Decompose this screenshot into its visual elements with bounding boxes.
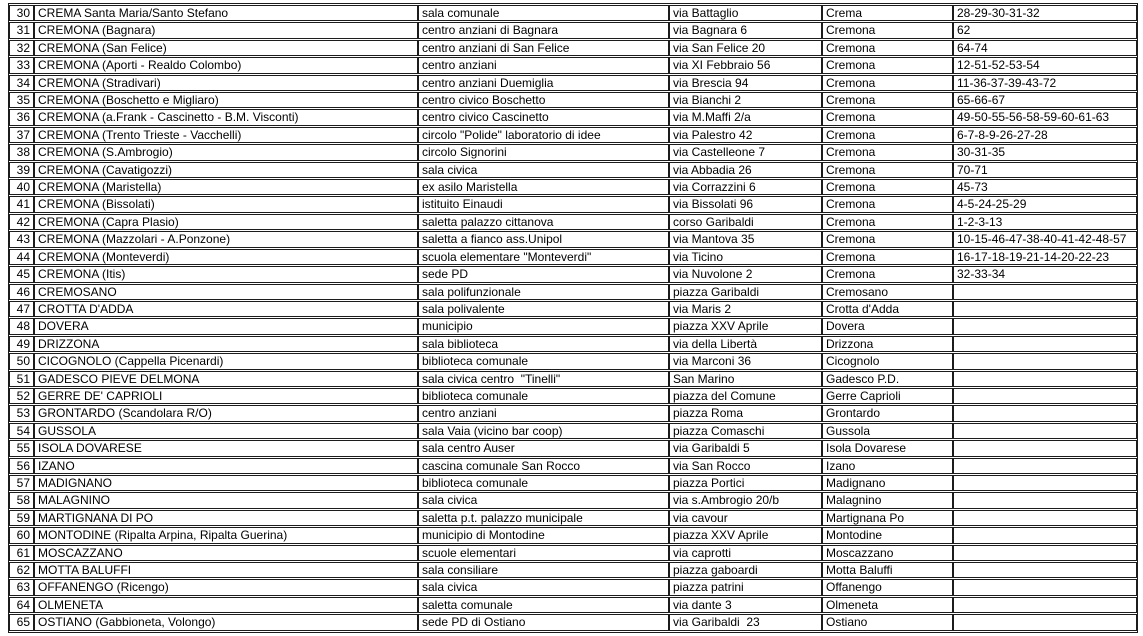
cell-city: Motta Baluffi bbox=[822, 562, 953, 578]
cell-address: via Garibaldi 5 bbox=[669, 440, 822, 456]
cell-venue: centro anziani di Bagnara bbox=[418, 22, 669, 38]
cell-venue: circolo Signorini bbox=[418, 144, 669, 160]
table-row bbox=[9, 40, 1137, 56]
cell-venue: sala biblioteca bbox=[418, 336, 669, 352]
cell-section-numbers: 28-29-30-31-32 bbox=[953, 5, 1137, 21]
table-row bbox=[9, 196, 1137, 212]
table-row bbox=[9, 5, 1137, 21]
table-row bbox=[9, 266, 1137, 282]
cell-row-number: 59 bbox=[9, 510, 34, 526]
cell-section-numbers bbox=[953, 458, 1137, 474]
cell-section-numbers bbox=[953, 336, 1137, 352]
cell-location-name: CREMA Santa Maria/Santo Stefano bbox=[34, 5, 418, 21]
table-row bbox=[9, 579, 1137, 595]
cell-row-number: 36 bbox=[9, 109, 34, 125]
cell-location-name: CREMONA (San Felice) bbox=[34, 40, 418, 56]
cell-section-numbers bbox=[953, 353, 1137, 369]
cell-section-numbers: 45-73 bbox=[953, 179, 1137, 195]
cell-row-number: 30 bbox=[9, 5, 34, 21]
cell-location-name: CREMONA (Mazzolari - A.Ponzone) bbox=[34, 231, 418, 247]
cell-address: via della Libertà bbox=[669, 336, 822, 352]
cell-section-numbers bbox=[953, 527, 1137, 543]
cell-section-numbers bbox=[953, 284, 1137, 300]
cell-address: via s.Ambrogio 20/b bbox=[669, 492, 822, 508]
cell-venue: sala consiliare bbox=[418, 562, 669, 578]
cell-row-number: 60 bbox=[9, 527, 34, 543]
cell-venue: municipio di Montodine bbox=[418, 527, 669, 543]
cell-address: via Mantova 35 bbox=[669, 231, 822, 247]
cell-section-numbers bbox=[953, 318, 1137, 334]
cell-city: Cremona bbox=[822, 75, 953, 91]
cell-location-name: CREMONA (Stradivari) bbox=[34, 75, 418, 91]
cell-row-number: 43 bbox=[9, 231, 34, 247]
cell-venue: sede PD di Ostiano bbox=[418, 614, 669, 630]
cell-location-name: CREMONA (Trento Trieste - Vacchelli) bbox=[34, 127, 418, 143]
cell-address: via Brescia 94 bbox=[669, 75, 822, 91]
cell-address: via Maris 2 bbox=[669, 301, 822, 317]
cell-section-numbers: 16-17-18-19-21-14-20-22-23 bbox=[953, 249, 1137, 265]
cell-row-number: 39 bbox=[9, 162, 34, 178]
cell-address: via Battaglio bbox=[669, 5, 822, 21]
cell-venue: sala polivalente bbox=[418, 301, 669, 317]
cell-city: Cremona bbox=[822, 92, 953, 108]
cell-venue: sala centro Auser bbox=[418, 440, 669, 456]
cell-row-number: 38 bbox=[9, 144, 34, 160]
cell-venue: centro anziani Duemiglia bbox=[418, 75, 669, 91]
cell-location-name: CREMONA (Cavatigozzi) bbox=[34, 162, 418, 178]
table-row bbox=[9, 57, 1137, 73]
cell-address: via M.Maffi 2/a bbox=[669, 109, 822, 125]
cell-venue: sala civica bbox=[418, 162, 669, 178]
table-row bbox=[9, 614, 1137, 630]
cell-city: Gussola bbox=[822, 423, 953, 439]
cell-address: corso Garibaldi bbox=[669, 214, 822, 230]
table-row bbox=[9, 527, 1137, 543]
cell-venue: centro civico Cascinetto bbox=[418, 109, 669, 125]
cell-city: Madignano bbox=[822, 475, 953, 491]
cell-row-number: 33 bbox=[9, 57, 34, 73]
cell-location-name: MOTTA BALUFFI bbox=[34, 562, 418, 578]
table-row bbox=[9, 597, 1137, 613]
cell-city: Cremona bbox=[822, 40, 953, 56]
cell-city: Olmeneta bbox=[822, 597, 953, 613]
cell-city: Cremona bbox=[822, 109, 953, 125]
cell-city: Crotta d'Adda bbox=[822, 301, 953, 317]
cell-row-number: 50 bbox=[9, 353, 34, 369]
cell-section-numbers: 65-66-67 bbox=[953, 92, 1137, 108]
cell-section-numbers bbox=[953, 614, 1137, 630]
cell-location-name: MADIGNANO bbox=[34, 475, 418, 491]
cell-venue: municipio bbox=[418, 318, 669, 334]
cell-address: via Bagnara 6 bbox=[669, 22, 822, 38]
cell-section-numbers: 30-31-35 bbox=[953, 144, 1137, 160]
cell-location-name: CREMONA (Bissolati) bbox=[34, 196, 418, 212]
cell-city: Gadesco P.D. bbox=[822, 371, 953, 387]
table-row bbox=[9, 562, 1137, 578]
cell-address: piazza del Comune bbox=[669, 388, 822, 404]
table-row bbox=[9, 405, 1137, 421]
cell-row-number: 37 bbox=[9, 127, 34, 143]
cell-row-number: 44 bbox=[9, 249, 34, 265]
cell-row-number: 57 bbox=[9, 475, 34, 491]
cell-city: Dovera bbox=[822, 318, 953, 334]
cell-venue: saletta a fianco ass.Unipol bbox=[418, 231, 669, 247]
cell-section-numbers bbox=[953, 510, 1137, 526]
table-row bbox=[9, 475, 1137, 491]
cell-row-number: 62 bbox=[9, 562, 34, 578]
cell-venue: circolo "Polide" laboratorio di idee bbox=[418, 127, 669, 143]
table-row bbox=[9, 249, 1137, 265]
cell-row-number: 65 bbox=[9, 614, 34, 630]
cell-location-name: ISOLA DOVARESE bbox=[34, 440, 418, 456]
table-row bbox=[9, 109, 1137, 125]
cell-city: Isola Dovarese bbox=[822, 440, 953, 456]
cell-section-numbers bbox=[953, 371, 1137, 387]
cell-venue: biblioteca comunale bbox=[418, 388, 669, 404]
cell-venue: sala civica bbox=[418, 492, 669, 508]
table-row bbox=[9, 231, 1137, 247]
cell-location-name: CROTTA D'ADDA bbox=[34, 301, 418, 317]
cell-venue: scuole elementari bbox=[418, 545, 669, 561]
cell-location-name: CREMONA (S.Ambrogio) bbox=[34, 144, 418, 160]
cell-row-number: 53 bbox=[9, 405, 34, 421]
table-row bbox=[9, 301, 1137, 317]
cell-section-numbers: 12-51-52-53-54 bbox=[953, 57, 1137, 73]
cell-section-numbers: 62 bbox=[953, 22, 1137, 38]
cell-row-number: 55 bbox=[9, 440, 34, 456]
cell-city: Grontardo bbox=[822, 405, 953, 421]
cell-venue: biblioteca comunale bbox=[418, 475, 669, 491]
cell-city: Cremona bbox=[822, 127, 953, 143]
table-row bbox=[9, 127, 1137, 143]
cell-section-numbers bbox=[953, 475, 1137, 491]
cell-address: via XI Febbraio 56 bbox=[669, 57, 822, 73]
cell-address: via Bianchi 2 bbox=[669, 92, 822, 108]
cell-address: San Marino bbox=[669, 371, 822, 387]
cell-location-name: CREMONA (Itis) bbox=[34, 266, 418, 282]
table-row bbox=[9, 22, 1137, 38]
cell-venue: saletta comunale bbox=[418, 597, 669, 613]
cell-venue: centro civico Boschetto bbox=[418, 92, 669, 108]
cell-location-name: OSTIANO (Gabbioneta, Volongo) bbox=[34, 614, 418, 630]
cell-row-number: 64 bbox=[9, 597, 34, 613]
cell-section-numbers: 70-71 bbox=[953, 162, 1137, 178]
cell-location-name: MALAGNINO bbox=[34, 492, 418, 508]
cell-location-name: CICOGNOLO (Cappella Picenardi) bbox=[34, 353, 418, 369]
cell-address: via Nuvolone 2 bbox=[669, 266, 822, 282]
cell-section-numbers bbox=[953, 423, 1137, 439]
cell-section-numbers: 64-74 bbox=[953, 40, 1137, 56]
table-body bbox=[9, 5, 1137, 631]
cell-section-numbers bbox=[953, 388, 1137, 404]
table-row bbox=[9, 353, 1137, 369]
cell-location-name: IZANO bbox=[34, 458, 418, 474]
cell-address: via Castelleone 7 bbox=[669, 144, 822, 160]
cell-row-number: 45 bbox=[9, 266, 34, 282]
cell-address: piazza patrini bbox=[669, 579, 822, 595]
cell-row-number: 52 bbox=[9, 388, 34, 404]
cell-section-numbers bbox=[953, 492, 1137, 508]
cell-city: Ostiano bbox=[822, 614, 953, 630]
cell-venue: centro anziani bbox=[418, 57, 669, 73]
table-row bbox=[9, 458, 1137, 474]
cell-row-number: 54 bbox=[9, 423, 34, 439]
cell-section-numbers: 6-7-8-9-26-27-28 bbox=[953, 127, 1137, 143]
cell-section-numbers: 32-33-34 bbox=[953, 266, 1137, 282]
cell-section-numbers bbox=[953, 579, 1137, 595]
cell-city: Cremosano bbox=[822, 284, 953, 300]
table-row bbox=[9, 92, 1137, 108]
table-row bbox=[9, 545, 1137, 561]
cell-location-name: DRIZZONA bbox=[34, 336, 418, 352]
locations-table bbox=[8, 3, 1138, 633]
cell-section-numbers bbox=[953, 440, 1137, 456]
cell-section-numbers bbox=[953, 301, 1137, 317]
cell-row-number: 34 bbox=[9, 75, 34, 91]
cell-location-name: MONTODINE (Ripalta Arpina, Ripalta Guerina) bbox=[34, 527, 418, 543]
cell-city: Cremona bbox=[822, 162, 953, 178]
cell-location-name: GADESCO PIEVE DELMONA bbox=[34, 371, 418, 387]
cell-address: via dante 3 bbox=[669, 597, 822, 613]
cell-location-name: CREMONA (a.Frank - Cascinetto - B.M. Visconti) bbox=[34, 109, 418, 125]
cell-city: Cremona bbox=[822, 22, 953, 38]
cell-venue: scuola elementare "Monteverdi" bbox=[418, 249, 669, 265]
cell-address: piazza XXV Aprile bbox=[669, 527, 822, 543]
cell-venue: istituito Einaudi bbox=[418, 196, 669, 212]
cell-location-name: CREMONA (Boschetto e Migliaro) bbox=[34, 92, 418, 108]
cell-address: via Marconi 36 bbox=[669, 353, 822, 369]
cell-venue: saletta palazzo cittanova bbox=[418, 214, 669, 230]
table-row bbox=[9, 510, 1137, 526]
cell-location-name: OFFANENGO (Ricengo) bbox=[34, 579, 418, 595]
cell-row-number: 58 bbox=[9, 492, 34, 508]
cell-city: Cremona bbox=[822, 144, 953, 160]
cell-city: Drizzona bbox=[822, 336, 953, 352]
cell-venue: sala Vaia (vicino bar coop) bbox=[418, 423, 669, 439]
cell-venue: sala civica bbox=[418, 579, 669, 595]
cell-address: piazza Roma bbox=[669, 405, 822, 421]
cell-row-number: 41 bbox=[9, 196, 34, 212]
cell-venue: ex asilo Maristella bbox=[418, 179, 669, 195]
cell-location-name: CREMONA (Bagnara) bbox=[34, 22, 418, 38]
cell-city: Malagnino bbox=[822, 492, 953, 508]
table-row bbox=[9, 144, 1137, 160]
cell-section-numbers: 1-2-3-13 bbox=[953, 214, 1137, 230]
cell-venue: sala civica centro "Tinelli" bbox=[418, 371, 669, 387]
cell-address: via Ticino bbox=[669, 249, 822, 265]
cell-address: via San Felice 20 bbox=[669, 40, 822, 56]
cell-section-numbers: 10-15-46-47-38-40-41-42-48-57 bbox=[953, 231, 1137, 247]
cell-city: Izano bbox=[822, 458, 953, 474]
cell-address: via cavour bbox=[669, 510, 822, 526]
table-row bbox=[9, 179, 1137, 195]
cell-location-name: DOVERA bbox=[34, 318, 418, 334]
cell-row-number: 61 bbox=[9, 545, 34, 561]
cell-location-name: GRONTARDO (Scandolara R/O) bbox=[34, 405, 418, 421]
cell-city: Gerre Caprioli bbox=[822, 388, 953, 404]
table-row bbox=[9, 75, 1137, 91]
cell-section-numbers: 49-50-55-56-58-59-60-61-63 bbox=[953, 109, 1137, 125]
cell-row-number: 32 bbox=[9, 40, 34, 56]
table-row bbox=[9, 440, 1137, 456]
table-row bbox=[9, 371, 1137, 387]
table-row bbox=[9, 162, 1137, 178]
cell-section-numbers bbox=[953, 562, 1137, 578]
cell-address: piazza Comaschi bbox=[669, 423, 822, 439]
cell-city: Offanengo bbox=[822, 579, 953, 595]
cell-location-name: CREMONA (Capra Plasio) bbox=[34, 214, 418, 230]
cell-address: via caprotti bbox=[669, 545, 822, 561]
cell-row-number: 51 bbox=[9, 371, 34, 387]
cell-row-number: 31 bbox=[9, 22, 34, 38]
cell-location-name: GUSSOLA bbox=[34, 423, 418, 439]
cell-venue: sala polifunzionale bbox=[418, 284, 669, 300]
cell-city: Cremona bbox=[822, 249, 953, 265]
cell-city: Cremona bbox=[822, 214, 953, 230]
table-row bbox=[9, 318, 1137, 334]
cell-city: Moscazzano bbox=[822, 545, 953, 561]
cell-address: via Corrazzini 6 bbox=[669, 179, 822, 195]
cell-venue: biblioteca comunale bbox=[418, 353, 669, 369]
cell-address: via Palestro 42 bbox=[669, 127, 822, 143]
cell-city: Martignana Po bbox=[822, 510, 953, 526]
cell-address: via Bissolati 96 bbox=[669, 196, 822, 212]
cell-section-numbers: 11-36-37-39-43-72 bbox=[953, 75, 1137, 91]
cell-section-numbers bbox=[953, 597, 1137, 613]
cell-row-number: 40 bbox=[9, 179, 34, 195]
cell-address: via Garibaldi 23 bbox=[669, 614, 822, 630]
cell-row-number: 35 bbox=[9, 92, 34, 108]
table-row bbox=[9, 214, 1137, 230]
cell-city: Cremona bbox=[822, 266, 953, 282]
cell-section-numbers bbox=[953, 545, 1137, 561]
cell-city: Cremona bbox=[822, 57, 953, 73]
cell-city: Montodine bbox=[822, 527, 953, 543]
cell-section-numbers: 4-5-24-25-29 bbox=[953, 196, 1137, 212]
cell-section-numbers bbox=[953, 405, 1137, 421]
cell-row-number: 42 bbox=[9, 214, 34, 230]
table-row bbox=[9, 492, 1137, 508]
cell-venue: sala comunale bbox=[418, 5, 669, 21]
cell-city: Cremona bbox=[822, 196, 953, 212]
cell-address: piazza XXV Aprile bbox=[669, 318, 822, 334]
cell-city: Crema bbox=[822, 5, 953, 21]
cell-row-number: 47 bbox=[9, 301, 34, 317]
cell-row-number: 48 bbox=[9, 318, 34, 334]
cell-location-name: GERRE DE' CAPRIOLI bbox=[34, 388, 418, 404]
cell-address: piazza gaboardi bbox=[669, 562, 822, 578]
table-row bbox=[9, 336, 1137, 352]
cell-row-number: 63 bbox=[9, 579, 34, 595]
cell-location-name: MARTIGNANA DI PO bbox=[34, 510, 418, 526]
cell-venue: cascina comunale San Rocco bbox=[418, 458, 669, 474]
table-row bbox=[9, 423, 1137, 439]
cell-location-name: CREMOSANO bbox=[34, 284, 418, 300]
cell-location-name: OLMENETA bbox=[34, 597, 418, 613]
cell-row-number: 46 bbox=[9, 284, 34, 300]
cell-city: Cremona bbox=[822, 231, 953, 247]
cell-venue: saletta p.t. palazzo municipale bbox=[418, 510, 669, 526]
cell-row-number: 56 bbox=[9, 458, 34, 474]
cell-address: via Abbadia 26 bbox=[669, 162, 822, 178]
cell-city: Cicognolo bbox=[822, 353, 953, 369]
cell-venue: centro anziani bbox=[418, 405, 669, 421]
cell-city: Cremona bbox=[822, 179, 953, 195]
cell-address: via San Rocco bbox=[669, 458, 822, 474]
table-row bbox=[9, 388, 1137, 404]
cell-row-number: 49 bbox=[9, 336, 34, 352]
cell-venue: sede PD bbox=[418, 266, 669, 282]
cell-address: piazza Portici bbox=[669, 475, 822, 491]
cell-location-name: MOSCAZZANO bbox=[34, 545, 418, 561]
cell-location-name: CREMONA (Maristella) bbox=[34, 179, 418, 195]
table-row bbox=[9, 284, 1137, 300]
cell-venue: centro anziani di San Felice bbox=[418, 40, 669, 56]
cell-location-name: CREMONA (Aporti - Realdo Colombo) bbox=[34, 57, 418, 73]
cell-location-name: CREMONA (Monteverdi) bbox=[34, 249, 418, 265]
cell-address: piazza Garibaldi bbox=[669, 284, 822, 300]
